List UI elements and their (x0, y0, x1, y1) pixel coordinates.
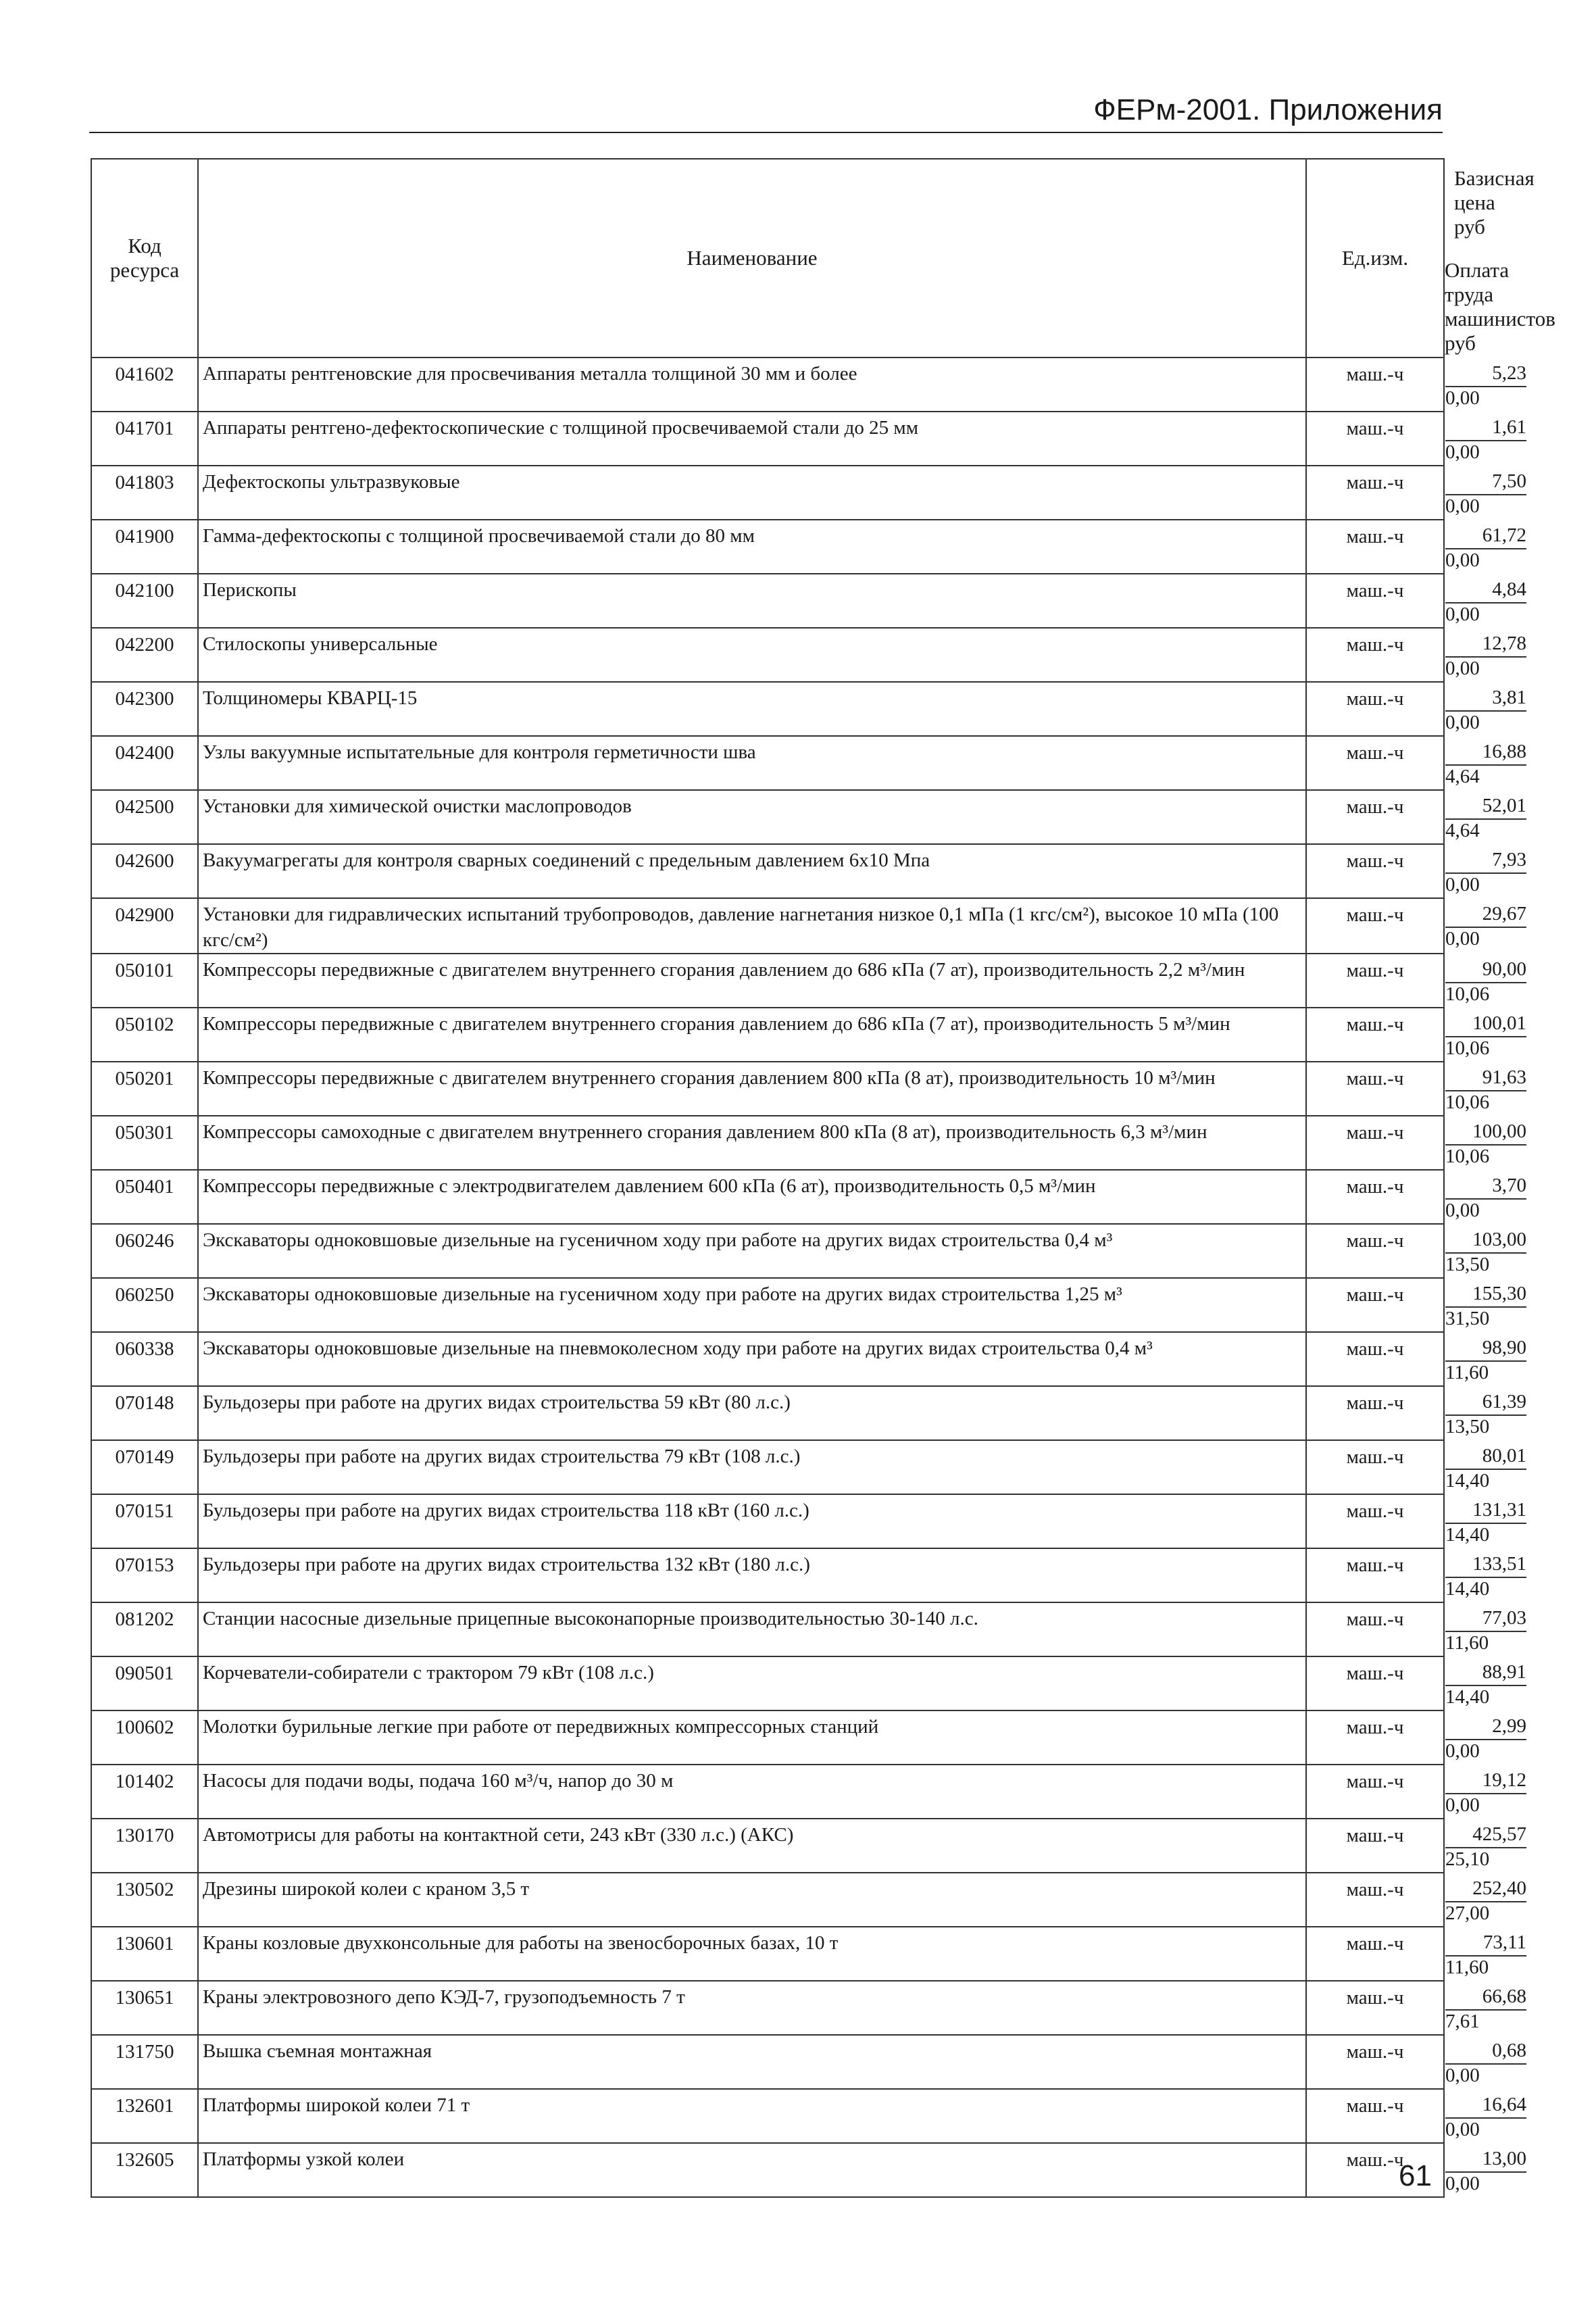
table-row: 042600 Вакуумагрегаты для контроля сварных соединений с предельным давлением 6х10 Мпа маш.-ч 7,93 0,00 (91, 844, 1444, 898)
unit-of-measure: маш.-ч (1306, 412, 1444, 466)
unit-of-measure: маш.-ч (1306, 1656, 1444, 1710)
resource-name: Компрессоры передвижные с двигателем внутреннего сгорания давлением до 686 кПа (7 ат), производительность 5 м³/мин (198, 1008, 1306, 1062)
resource-code: 131750 (91, 2035, 198, 2089)
base-price: 29,67 (1445, 901, 1526, 928)
table-row: 050401 Компрессоры передвижные с электродвигателем давлением 600 кПа (6 ат), производительность 0,5 м³/мин маш.-ч 3,70 0,00 (91, 1170, 1444, 1224)
unit-of-measure: маш.-ч (1306, 2089, 1444, 2143)
resource-name: Станции насосные дизельные прицепные высоконапорные производительностью 30-140 л.с. (198, 1602, 1306, 1656)
table-row: 060338 Экскаваторы одноковшовые дизельные на пневмоколесном ходу при работе на других видах строительства 0,4 м³ маш.-ч 98,90 11,60 (91, 1332, 1444, 1386)
unit-of-measure: маш.-ч (1306, 1008, 1444, 1062)
table-row: 070151 Бульдозеры при работе на других видах строительства 118 кВт (160 л.с.) маш.-ч 131,31 14,40 (91, 1494, 1444, 1548)
base-price: 131,31 (1445, 1497, 1526, 1524)
base-price: 66,68 (1445, 1984, 1526, 2011)
unit-of-measure: маш.-ч (1306, 1062, 1444, 1116)
base-price: 3,81 (1445, 685, 1526, 712)
table-row: 070148 Бульдозеры при работе на других видах строительства 59 кВт (80 л.с.) маш.-ч 61,39 13,50 (91, 1386, 1444, 1440)
resources-table (91, 158, 1555, 2198)
resource-code: 041602 (91, 358, 198, 412)
unit-of-measure: маш.-ч (1306, 1981, 1444, 2035)
unit-of-measure: маш.-ч (1306, 1278, 1444, 1332)
resource-name: Автомотрисы для работы на контактной сети, 243 кВт (330 л.с.) (АКС) (198, 1819, 1306, 1873)
table-row: 070153 Бульдозеры при работе на других видах строительства 132 кВт (180 л.с.) маш.-ч 133,51 14,40 (91, 1548, 1444, 1602)
resource-code: 050401 (91, 1170, 198, 1224)
resource-name: Перископы (198, 574, 1306, 628)
resource-code: 041900 (91, 520, 198, 574)
table-row: 060246 Экскаваторы одноковшовые дизельные на гусеничном ходу при работе на других видах строительства 0,4 м³ маш.-ч 103,00 13,50 (91, 1224, 1444, 1278)
table-row: 041803 Дефектоскопы ультразвуковые маш.-ч 7,50 0,00 (91, 466, 1444, 520)
resource-code: 060338 (91, 1332, 198, 1386)
resource-name: Вышка съемная монтажная (198, 2035, 1306, 2089)
base-price: 80,01 (1445, 1443, 1526, 1470)
unit-of-measure: маш.-ч (1306, 1332, 1444, 1386)
resource-code: 050102 (91, 1008, 198, 1062)
column-header-unit: Ед.изм. (1306, 159, 1444, 358)
resource-code: 041803 (91, 466, 198, 520)
resource-name: Компрессоры передвижные с двигателем внутреннего сгорания давлением до 686 кПа (7 ат), производительность 2,2 м³/мин (198, 954, 1306, 1008)
resource-code: 090501 (91, 1656, 198, 1710)
resource-code: 070153 (91, 1548, 198, 1602)
base-price: 0,68 (1445, 2038, 1526, 2065)
page-header-title: ФЕРм-2001. Приложения (1093, 93, 1443, 126)
base-price: 91,63 (1445, 1064, 1526, 1091)
table-row: 050201 Компрессоры передвижные с двигателем внутреннего сгорания давлением 800 кПа (8 ат), производительность 10 м³/мин маш.-ч 91,63 10,06 (91, 1062, 1444, 1116)
resource-name: Дефектоскопы ультразвуковые (198, 466, 1306, 520)
resource-code: 070151 (91, 1494, 198, 1548)
unit-of-measure: маш.-ч (1306, 1602, 1444, 1656)
header-divider (89, 132, 1443, 133)
table-row: 081202 Станции насосные дизельные прицепные высоконапорные производительностью 30-140 л.с. маш.-ч 77,03 11,60 (91, 1602, 1444, 1656)
page-number: 61 (1399, 2159, 1432, 2192)
base-price: 100,01 (1445, 1010, 1526, 1037)
unit-of-measure: маш.-ч (1306, 1386, 1444, 1440)
table-row: 042500 Установки для химической очистки маслопроводов маш.-ч 52,01 4,64 (91, 790, 1444, 844)
resource-code: 041701 (91, 412, 198, 466)
base-price: 3,70 (1445, 1173, 1526, 1200)
unit-of-measure: маш.-ч (1306, 1224, 1444, 1278)
base-price: 252,40 (1445, 1875, 1526, 1902)
base-price: 52,01 (1445, 793, 1526, 820)
column-header-name: Наименование (198, 159, 1306, 358)
unit-of-measure: маш.-ч (1306, 844, 1444, 898)
unit-of-measure: маш.-ч (1306, 1927, 1444, 1981)
resource-name: Бульдозеры при работе на других видах строительства 79 кВт (108 л.с.) (198, 1440, 1306, 1494)
unit-of-measure: маш.-ч (1306, 1765, 1444, 1819)
table-row: 132605 Платформы узкой колеи маш.-ч 13,00 0,00 (91, 2143, 1444, 2197)
resource-name: Бульдозеры при работе на других видах строительства 118 кВт (160 л.с.) (198, 1494, 1306, 1548)
resource-name: Аппараты рентгено-дефектоскопические с толщиной просвечиваемой стали до 25 мм (198, 412, 1306, 466)
table-row: 042200 Стилоскопы универсальные маш.-ч 12,78 0,00 (91, 628, 1444, 682)
resource-code: 042900 (91, 898, 198, 954)
unit-of-measure: маш.-ч (1306, 2143, 1444, 2197)
resource-name: Краны электровозного депо КЭД-7, грузоподъемность 7 т (198, 1981, 1306, 2035)
base-price: 425,57 (1445, 1821, 1526, 1848)
resource-code: 042100 (91, 574, 198, 628)
resource-code: 130170 (91, 1819, 198, 1873)
resource-name: Экскаваторы одноковшовые дизельные на гусеничном ходу при работе на других видах строительства 1,25 м³ (198, 1278, 1306, 1332)
table-row: 130651 Краны электровозного депо КЭД-7, грузоподъемность 7 т маш.-ч 66,68 7,61 (91, 1981, 1444, 2035)
resource-name: Компрессоры передвижные с двигателем внутреннего сгорания давлением 800 кПа (8 ат), производительность 10 м³/мин (198, 1062, 1306, 1116)
unit-of-measure: маш.-ч (1306, 358, 1444, 412)
table-row: 042900 Установки для гидравлических испытаний трубопроводов, давление нагнетания низкое 0,1 мПа (1 кгс/см²), высокое 10 мПа (100 кгс/см²) маш.-ч 29,67 0,00 (91, 898, 1444, 954)
base-price: 16,64 (1445, 2092, 1526, 2119)
column-header-code: Код ресурса (91, 159, 198, 358)
resource-name: Краны козловые двухконсольные для работы на звеносборочных базах, 10 т (198, 1927, 1306, 1981)
resource-name: Установки для гидравлических испытаний трубопроводов, давление нагнетания низкое 0,1 мПа (1 кгс/см²), высокое 10 мПа (100 кгс/см²) (198, 898, 1306, 954)
resource-name: Бульдозеры при работе на других видах строительства 132 кВт (180 л.с.) (198, 1548, 1306, 1602)
base-price: 2,99 (1445, 1713, 1526, 1740)
base-price: 1,61 (1445, 414, 1526, 441)
base-price: 88,91 (1445, 1659, 1526, 1686)
table-row: 131750 Вышка съемная монтажная маш.-ч 0,68 0,00 (91, 2035, 1444, 2089)
resource-name: Бульдозеры при работе на других видах строительства 59 кВт (80 л.с.) (198, 1386, 1306, 1440)
table-row: 050102 Компрессоры передвижные с двигателем внутреннего сгорания давлением до 686 кПа (7 ат), производительность 5 м³/мин маш.-ч 100,01 10,06 (91, 1008, 1444, 1062)
table-row: 060250 Экскаваторы одноковшовые дизельные на гусеничном ходу при работе на других видах строительства 1,25 м³ маш.-ч 155,30 31,50 (91, 1278, 1444, 1332)
unit-of-measure: маш.-ч (1306, 1710, 1444, 1765)
unit-of-measure: маш.-ч (1306, 1548, 1444, 1602)
resource-name: Платформы широкой колеи 71 т (198, 2089, 1306, 2143)
base-price: 155,30 (1445, 1281, 1526, 1308)
table-row: 130502 Дрезины широкой колеи с краном 3,5 т маш.-ч 252,40 27,00 (91, 1873, 1444, 1927)
resource-name: Экскаваторы одноковшовые дизельные на пневмоколесном ходу при работе на других видах строительства 0,4 м³ (198, 1332, 1306, 1386)
resource-code: 130601 (91, 1927, 198, 1981)
resource-code: 130651 (91, 1981, 198, 2035)
resource-name: Насосы для подачи воды, подача 160 м³/ч, напор до 30 м (198, 1765, 1306, 1819)
resource-code: 132605 (91, 2143, 198, 2197)
resource-name: Стилоскопы универсальные (198, 628, 1306, 682)
base-price: 61,72 (1445, 522, 1526, 549)
table-row: 050101 Компрессоры передвижные с двигателем внутреннего сгорания давлением до 686 кПа (7 ат), производительность 2,2 м³/мин маш.-ч 90,00 10,06 (91, 954, 1444, 1008)
table-row: 101402 Насосы для подачи воды, подача 160 м³/ч, напор до 30 м маш.-ч 19,12 0,00 (91, 1765, 1444, 1819)
base-price: 61,39 (1445, 1389, 1526, 1416)
resource-code: 100602 (91, 1710, 198, 1765)
unit-of-measure: маш.-ч (1306, 1494, 1444, 1548)
resource-code: 081202 (91, 1602, 198, 1656)
base-price: 90,00 (1445, 956, 1526, 983)
table-row: 070149 Бульдозеры при работе на других видах строительства 79 кВт (108 л.с.) маш.-ч 80,01 14,40 (91, 1440, 1444, 1494)
resource-name: Компрессоры самоходные с двигателем внутреннего сгорания давлением 800 кПа (8 ат), производительность 6,3 м³/мин (198, 1116, 1306, 1170)
resource-code: 042500 (91, 790, 198, 844)
resource-name: Компрессоры передвижные с электродвигателем давлением 600 кПа (6 ат), производительность 0,5 м³/мин (198, 1170, 1306, 1224)
unit-of-measure: маш.-ч (1306, 2035, 1444, 2089)
resource-code: 042300 (91, 682, 198, 736)
resource-name: Узлы вакуумные испытательные для контроля герметичности шва (198, 736, 1306, 790)
table-row: 042400 Узлы вакуумные испытательные для контроля герметичности шва маш.-ч 16,88 4,64 (91, 736, 1444, 790)
unit-of-measure: маш.-ч (1306, 682, 1444, 736)
resource-code: 101402 (91, 1765, 198, 1819)
unit-of-measure: маш.-ч (1306, 1819, 1444, 1873)
table-row: 100602 Молотки бурильные легкие при работе от передвижных компрессорных станций маш.-ч 2,99 0,00 (91, 1710, 1444, 1765)
resource-code: 070149 (91, 1440, 198, 1494)
table-row: 132601 Платформы широкой колеи 71 т маш.-ч 16,64 0,00 (91, 2089, 1444, 2143)
base-price: 4,84 (1445, 576, 1526, 604)
table-row: 041900 Гамма-дефектоскопы с толщиной просвечиваемой стали до 80 мм маш.-ч 61,72 0,00 (91, 520, 1444, 574)
table-row: 041701 Аппараты рентгено-дефектоскопические с толщиной просвечиваемой стали до 25 мм маш.-ч 1,61 0,00 (91, 412, 1444, 466)
table-body (91, 358, 1526, 2197)
unit-of-measure: маш.-ч (1306, 736, 1444, 790)
base-price: 100,00 (1445, 1118, 1526, 1146)
unit-of-measure: маш.-ч (1306, 520, 1444, 574)
base-price: 77,03 (1445, 1605, 1526, 1632)
table-row: 041602 Аппараты рентгеновские для просвечивания металла толщиной 30 мм и более маш.-ч 5,23 0,00 (91, 358, 1444, 412)
unit-of-measure: маш.-ч (1306, 466, 1444, 520)
unit-of-measure: маш.-ч (1306, 574, 1444, 628)
table-header-row: Код ресурса Наименование Ед.изм. Базисная цена руб Оплата труда машинистов руб (91, 159, 1444, 358)
unit-of-measure: маш.-ч (1306, 954, 1444, 1008)
table-row: 130170 Автомотрисы для работы на контактной сети, 243 кВт (330 л.с.) (АКС) маш.-ч 425,57 25,10 (91, 1819, 1444, 1873)
base-price: 7,93 (1445, 847, 1526, 874)
resource-name: Аппараты рентгеновские для просвечивания металла толщиной 30 мм и более (198, 358, 1306, 412)
resource-name: Экскаваторы одноковшовые дизельные на гусеничном ходу при работе на других видах строительства 0,4 м³ (198, 1224, 1306, 1278)
resource-code: 060246 (91, 1224, 198, 1278)
base-price: 13,00 (1445, 2146, 1526, 2173)
table-row: 090501 Корчеватели-собиратели с трактором 79 кВт (108 л.с.) маш.-ч 88,91 14,40 (91, 1656, 1444, 1710)
unit-of-measure: маш.-ч (1306, 1873, 1444, 1927)
table-row: 050301 Компрессоры самоходные с двигателем внутреннего сгорания давлением 800 кПа (8 ат), производительность 6,3 м³/мин маш.-ч 100,00 10,06 (91, 1116, 1444, 1170)
table-row: 042300 Толщиномеры КВАРЦ-15 маш.-ч 3,81 0,00 (91, 682, 1444, 736)
base-price: 5,23 (1445, 360, 1526, 387)
unit-of-measure: маш.-ч (1306, 790, 1444, 844)
resource-name: Гамма-дефектоскопы с толщиной просвечиваемой стали до 80 мм (198, 520, 1306, 574)
resource-name: Молотки бурильные легкие при работе от передвижных компрессорных станций (198, 1710, 1306, 1765)
resource-code: 060250 (91, 1278, 198, 1332)
base-price: 7,50 (1445, 468, 1526, 495)
resource-code: 132601 (91, 2089, 198, 2143)
base-price: 103,00 (1445, 1227, 1526, 1254)
resource-name: Установки для химической очистки маслопроводов (198, 790, 1306, 844)
resource-name: Дрезины широкой колеи с краном 3,5 т (198, 1873, 1306, 1927)
base-price: 12,78 (1445, 631, 1526, 658)
resource-code: 070148 (91, 1386, 198, 1440)
table-row: 042100 Перископы маш.-ч 4,84 0,00 (91, 574, 1444, 628)
resource-name: Толщиномеры КВАРЦ-15 (198, 682, 1306, 736)
unit-of-measure: маш.-ч (1306, 1170, 1444, 1224)
resource-code: 050201 (91, 1062, 198, 1116)
base-price: 19,12 (1445, 1767, 1526, 1794)
unit-of-measure: маш.-ч (1306, 628, 1444, 682)
base-price: 98,90 (1445, 1335, 1526, 1362)
resource-code: 042200 (91, 628, 198, 682)
base-price: 133,51 (1445, 1551, 1526, 1578)
unit-of-measure: маш.-ч (1306, 898, 1444, 954)
base-price: 73,11 (1445, 1929, 1526, 1956)
resource-name: Платформы узкой колеи (198, 2143, 1306, 2197)
resource-code: 130502 (91, 1873, 198, 1927)
resource-code: 050301 (91, 1116, 198, 1170)
base-price: 16,88 (1445, 739, 1526, 766)
resource-name: Корчеватели-собиратели с трактором 79 кВт (108 л.с.) (198, 1656, 1306, 1710)
table-row: 130601 Краны козловые двухконсольные для работы на звеносборочных базах, 10 т маш.-ч 73,11 11,60 (91, 1927, 1444, 1981)
unit-of-measure: маш.-ч (1306, 1116, 1444, 1170)
resource-code: 042600 (91, 844, 198, 898)
resource-code: 042400 (91, 736, 198, 790)
resource-name: Вакуумагрегаты для контроля сварных соединений с предельным давлением 6х10 Мпа (198, 844, 1306, 898)
unit-of-measure: маш.-ч (1306, 1440, 1444, 1494)
resource-code: 050101 (91, 954, 198, 1008)
